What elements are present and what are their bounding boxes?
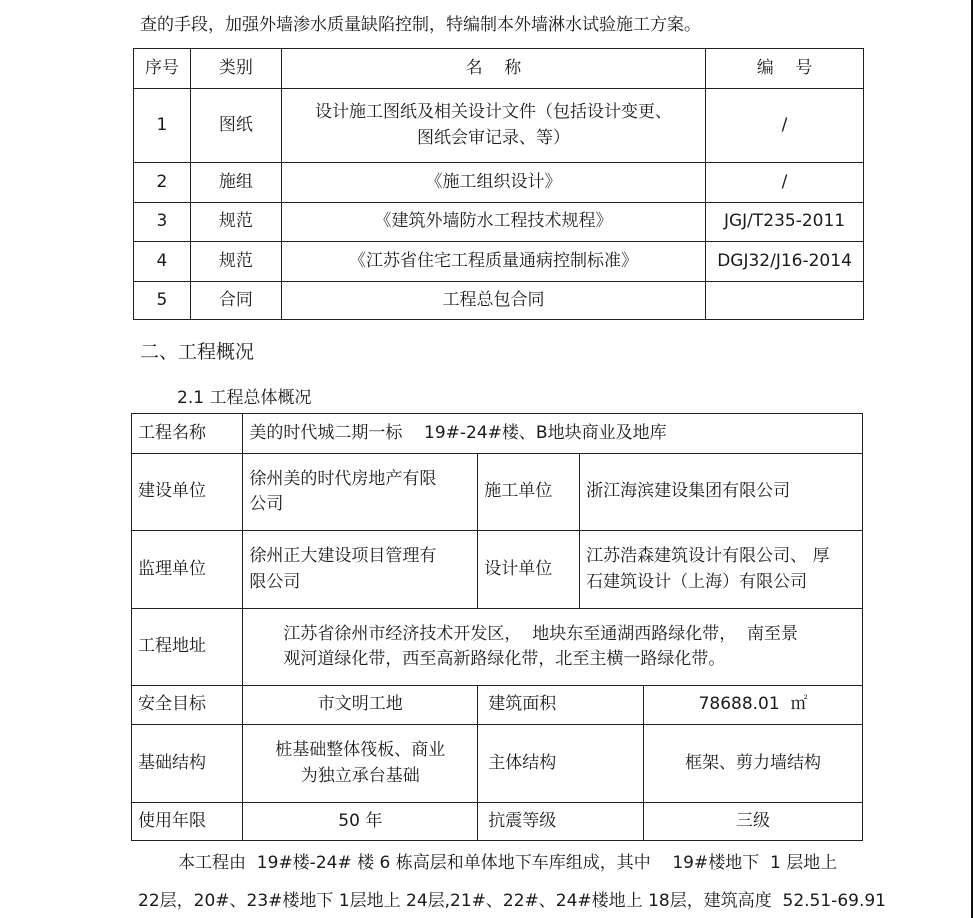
- row-type: 合同: [190, 282, 281, 320]
- project-name-label: 工程名称: [132, 414, 243, 454]
- safety-label: 安全目标: [132, 686, 243, 725]
- row-name: 《建筑外墙防水工程技术规程》: [281, 203, 705, 242]
- subsection-title: 2.1 工程总体概况: [177, 388, 312, 408]
- life-value: 50 年: [243, 803, 478, 841]
- seismic-value: 三级: [644, 803, 863, 841]
- designer-value: [580, 531, 863, 609]
- life-label: 使用年限: [132, 803, 243, 841]
- table-row: [134, 89, 864, 163]
- builder-label: 建设单位: [132, 454, 243, 531]
- main-structure-label: 主体结构: [478, 725, 644, 803]
- contractor-value: 浙江海滨建设集团有限公司: [580, 454, 863, 531]
- address-label: 工程地址: [132, 609, 243, 686]
- table-header-row: [134, 49, 864, 89]
- row-no: 2: [134, 163, 191, 203]
- designer-line1: 江苏浩森建筑设计有限公司、 厚: [586, 546, 830, 566]
- address-value: [243, 609, 863, 686]
- project-overview-table: [131, 413, 863, 841]
- supervisor-value: [243, 531, 478, 609]
- area-label: 建筑面积: [478, 686, 644, 725]
- supervisor-line1: 徐州正大建设项目管理有: [249, 546, 437, 566]
- foundation-label: 基础结构: [132, 725, 243, 803]
- header-name: 名 称: [281, 49, 705, 89]
- row-type: 规范: [190, 203, 281, 242]
- foundation-line2: 为独立承台基础: [300, 765, 420, 786]
- seismic-label: 抗震等级: [478, 803, 644, 841]
- row-type: 规范: [190, 242, 281, 282]
- supervisor-label: 监理单位: [132, 531, 243, 609]
- row-no: 5: [134, 282, 191, 320]
- row-code: /: [706, 163, 864, 203]
- intro-text: 查的手段，加强外墙渗水质量缺陷控制，特编制本外墙淋水试验施工方案。: [140, 15, 701, 35]
- builder-value: [243, 454, 478, 531]
- reference-table: [133, 48, 864, 320]
- area-value: 78688.01 ㎡: [644, 686, 863, 725]
- designer-label: 设计单位: [478, 531, 580, 609]
- builder-line2: 公司: [249, 494, 284, 514]
- header-code: 编 号: [706, 49, 864, 89]
- address-line1: 江苏省徐州市经济技术开发区， 地块东至通湖西路绿化带， 南至景: [283, 623, 799, 644]
- row-code: /: [706, 89, 864, 163]
- row-code: JGJ/T235-2011: [706, 203, 864, 242]
- row-code: DGJ32/J16-2014: [706, 242, 864, 282]
- paragraph-line1: 本工程由 19#楼-24# 楼 6 栋高层和单体地下车库组成，其中 19#楼地下 1 层地上: [178, 853, 838, 873]
- row-name-line2: 图纸会审记录、等）: [416, 127, 570, 148]
- supervisor-line2: 限公司: [249, 571, 301, 592]
- table-row: [134, 163, 864, 203]
- safety-value: 市文明工地: [243, 686, 478, 725]
- main-structure-value: 框架、剪力墙结构: [644, 725, 863, 803]
- foundation-line1: 桩基础整体筏板、商业: [275, 740, 446, 760]
- row-name-line1: 设计施工图纸及相关设计文件（包括设计变更、: [314, 102, 672, 122]
- builder-line1: 徐州美的时代房地产有限: [249, 468, 437, 489]
- paragraph-line2: 22层，20#、23#楼地下 1层地上 24层,21#、22#、24#楼地上 18层，建筑高度 52.51-69.91: [138, 891, 886, 911]
- table-row: [134, 203, 864, 242]
- project-name-value: 美的时代城二期一标 19#-24#楼、B地块商业及地库: [243, 414, 863, 454]
- row-no: 3: [134, 203, 191, 242]
- row-name: 《施工组织设计》: [281, 163, 705, 203]
- row-no: 1: [134, 89, 191, 163]
- contractor-label: 施工单位: [478, 454, 580, 531]
- row-no: 4: [134, 242, 191, 282]
- row-name: 《江苏省住宅工程质量通病控制标准》: [281, 242, 705, 282]
- header-no: 序号: [134, 49, 191, 89]
- row-name: 工程总包合同: [281, 282, 705, 320]
- row-type: 施组: [190, 163, 281, 203]
- row-code: [706, 282, 864, 320]
- table-row: [134, 242, 864, 282]
- header-type: 类别: [190, 49, 281, 89]
- table-row: [134, 282, 864, 320]
- foundation-value: [243, 725, 478, 803]
- row-type: 图纸: [190, 89, 281, 163]
- row-name: [281, 89, 705, 163]
- designer-line2: 石建筑设计（上海）有限公司: [586, 571, 808, 592]
- address-line2: 观河道绿化带，西至高新路绿化带，北至主横一路绿化带。: [283, 649, 726, 669]
- section-title: 二、工程概况: [140, 341, 255, 363]
